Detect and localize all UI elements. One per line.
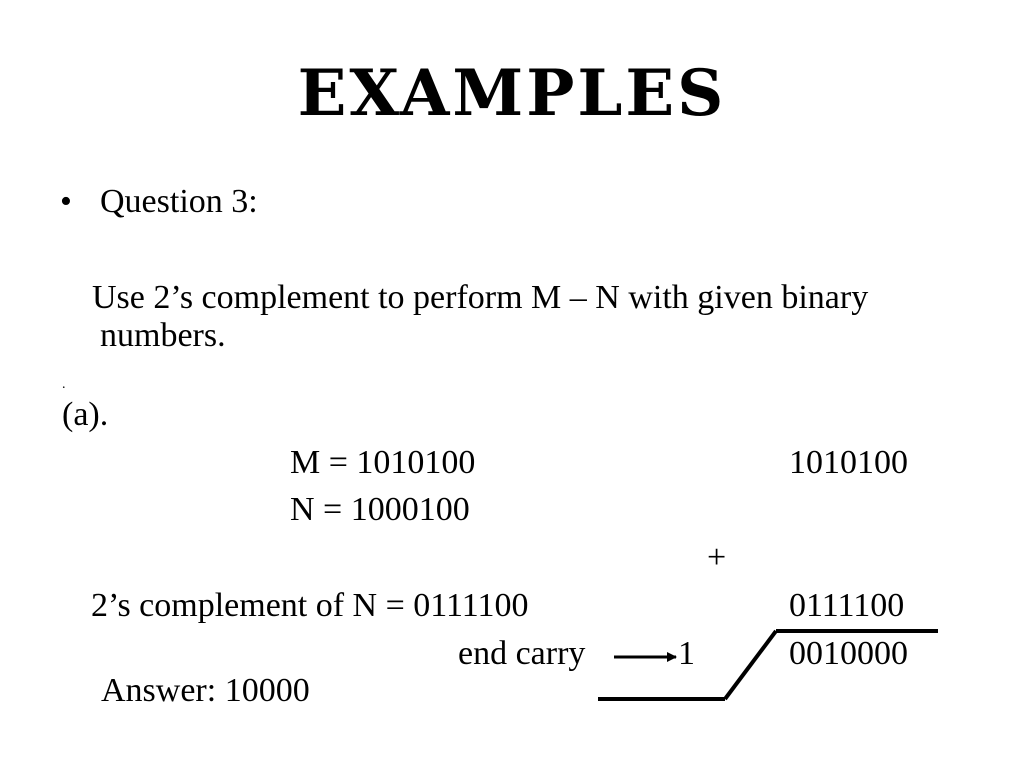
bullet-marker: • [60,183,72,220]
stray-dot: . [62,377,66,392]
end-carry-label: end carry [458,635,586,672]
complement-operand: 0111100 [789,587,905,624]
plus-sign: + [707,539,727,576]
m-operand: 1010100 [789,444,908,481]
carry-digit: 1 [678,635,695,672]
m-equation: M = 1010100 [290,444,476,481]
instruction-line-2: numbers. [100,317,226,354]
slide-title: EXAMPLES [297,56,727,131]
instruction-line-1: Use 2’s complement to perform M – N with given binary [92,279,869,316]
question-label: Question 3: [100,183,258,220]
n-equation: N = 1000100 [290,491,470,528]
part-label: (a). [62,396,109,433]
answer-text: Answer: 10000 [101,672,310,709]
complement-equation: 2’s complement of N = 0111100 [91,587,529,624]
result-value: 0010000 [789,635,908,672]
carry-strike-diagonal [725,631,776,699]
